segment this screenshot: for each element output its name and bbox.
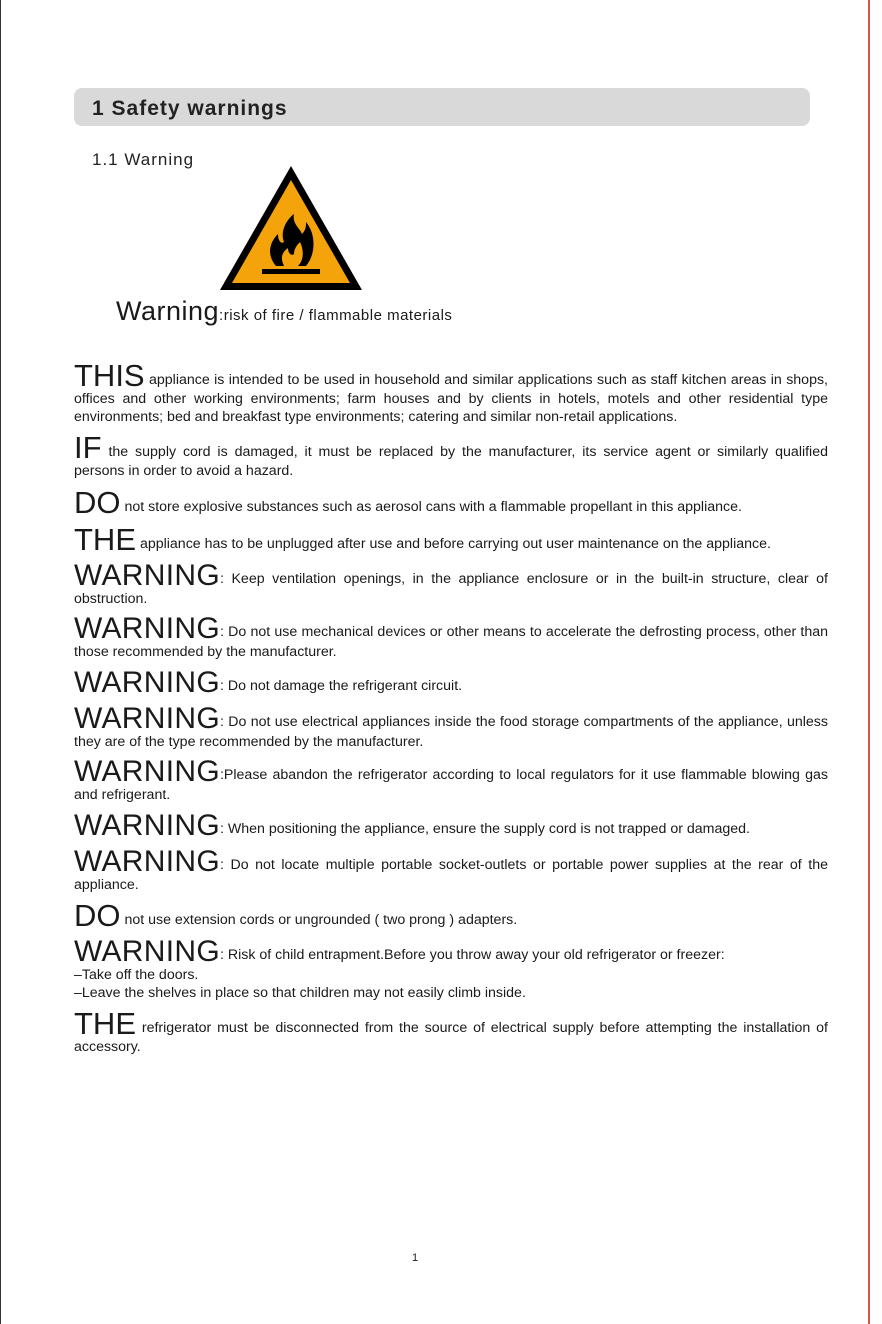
paragraph-lead: WARNING xyxy=(74,935,220,968)
safety-paragraphs xyxy=(74,360,828,1063)
paragraph-warning-child xyxy=(74,937,828,967)
paragraph-lead: WARNING xyxy=(74,612,220,645)
paragraph-lead: THE xyxy=(74,521,136,557)
paragraph-warning-refrigerant xyxy=(74,665,828,699)
paragraph-if xyxy=(74,432,828,481)
paragraph-lead: WARNING xyxy=(74,558,220,592)
list-item: –Take off the doors. xyxy=(74,967,199,983)
page-left-border xyxy=(0,0,1,1324)
section-title: 1 Safety warnings xyxy=(92,97,288,120)
paragraph-warning-abandon xyxy=(74,757,828,805)
hazard-caption xyxy=(116,296,452,327)
paragraph-text: not store explosive substances such as aerosol cans with a flammable propellant in this appliance. xyxy=(120,498,742,515)
paragraph-warning-ventilation xyxy=(74,558,828,609)
caption-lead: Warning xyxy=(116,296,220,326)
paragraph-lead: THE xyxy=(74,1006,136,1041)
paragraph-text: the supply cord is damaged, it must be replaced by the manufacturer, its service agent or similarly qualified persons in order to avoid a hazard. xyxy=(74,444,828,479)
paragraph-text: : When positioning the appliance, ensure the supply cord is not trapped or damaged. xyxy=(219,820,750,837)
paragraph-text: : Keep ventilation openings, in the appliance enclosure or in the built-in structure, clear of obstruction. xyxy=(74,570,828,607)
paragraph-warning-defrost xyxy=(74,614,828,662)
paragraph-this xyxy=(74,360,828,426)
paragraph-lead: WARNING xyxy=(74,808,220,842)
paragraph-text: : Do not use electrical appliances inside the food storage compartments of the appliance, unless they are of the type recommended by the manufacturer. xyxy=(74,713,828,750)
paragraph-text: : Do not locate multiple portable socket-outlets or portable power supplies at the rear of the appliance. xyxy=(74,856,828,893)
page-number: 1 xyxy=(412,1252,419,1264)
paragraph-lead: WARNING xyxy=(74,701,220,735)
paragraph-lead: IF xyxy=(74,430,102,465)
paragraph-text: :Please abandon the refrigerator according to local regulators for it use flammable blowing gas and refrigerant. xyxy=(74,767,828,803)
paragraph-warning-outlets xyxy=(74,844,828,895)
page-right-border xyxy=(868,0,870,1324)
paragraph-final xyxy=(74,1008,828,1057)
paragraph-text: refrigerator must be disconnected from the source of electrical supply before attempting the installation of accessory. xyxy=(74,1020,828,1055)
paragraph-lead: WARNING xyxy=(74,755,220,788)
paragraph-lead: DO xyxy=(74,898,121,933)
flammable-hazard-icon xyxy=(216,162,366,294)
paragraph-the xyxy=(74,521,828,557)
paragraph-lead: WARNING xyxy=(74,665,220,699)
paragraph-text: : Risk of child entrapment.Before you throw away your old refrigerator or freezer: xyxy=(219,947,725,963)
paragraph-lead: WARNING xyxy=(74,844,220,878)
subsection-title: 1.1 Warning xyxy=(92,150,195,169)
paragraph-text: : Do not use mechanical devices or other means to accelerate the defrosting process, other than those recommended by the manufacturer. xyxy=(74,624,828,660)
paragraph-lead: DO xyxy=(74,484,121,520)
paragraph-text: appliance has to be unplugged after use and before carrying out user maintenance on the appliance. xyxy=(136,535,771,552)
paragraph-lead: THIS xyxy=(74,358,145,393)
list-item: –Leave the shelves in place so that children may not easily climb inside. xyxy=(74,984,526,1001)
paragraph-text: : Do not damage the refrigerant circuit. xyxy=(219,677,463,694)
paragraph-do xyxy=(74,484,828,520)
paragraph-text: appliance is intended to be used in household and similar applications such as staff kitchen areas in shops, offices and other working environments; farm houses and by clients in hotels, motels and other residential type environments; bed and breakfast type environments; catering and similar non-retail applications. xyxy=(74,372,828,425)
paragraph-do-extension xyxy=(74,900,828,931)
paragraph-text: not use extension cords or ungrounded ( two prong ) adapters. xyxy=(120,912,518,928)
section-header-bar xyxy=(74,88,810,126)
paragraph-warning-cord xyxy=(74,808,828,842)
caption-text: :risk of fire / flammable materials xyxy=(219,307,453,324)
paragraph-warning-electrical xyxy=(74,701,828,752)
